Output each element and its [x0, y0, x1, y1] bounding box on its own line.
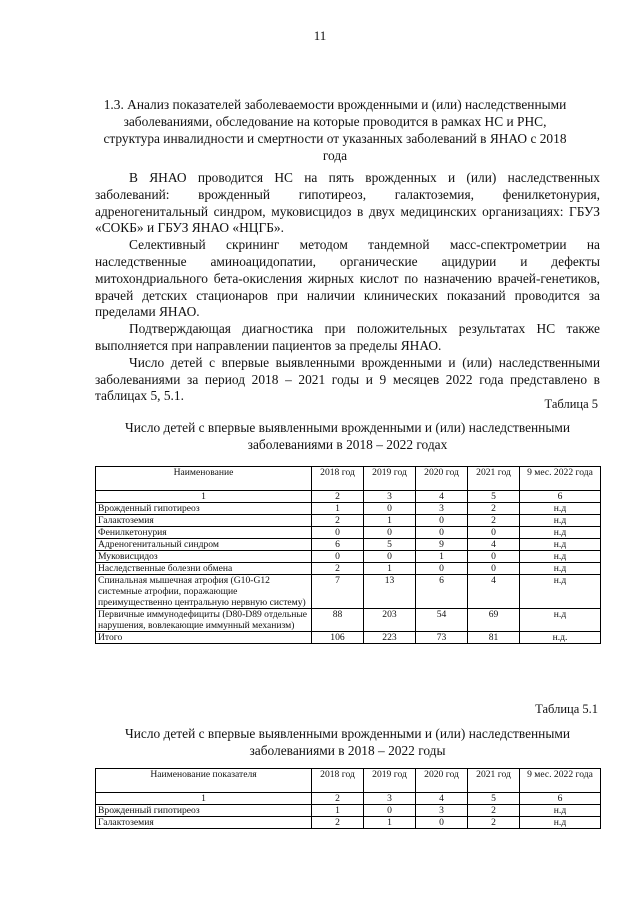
table-cell-value: 3 [416, 805, 468, 817]
table-cell-value: 3 [364, 793, 416, 805]
table51-header: 2018 год [312, 769, 364, 793]
table-cell-value: 13 [364, 575, 416, 609]
table-cell-value: 6 [416, 575, 468, 609]
table-cell-name: Первичные иммунодефициты (D80-D89 отдельные нарушения, вовлекающие иммунный механизм) [96, 609, 312, 632]
table-cell-value: 2 [468, 817, 520, 829]
table5-header-row [96, 467, 601, 491]
table-cell-name: Врожденный гипотиреоз [96, 503, 312, 515]
body-text [95, 170, 600, 405]
table51-label: Таблица 5.1 [535, 702, 598, 716]
table-cell-value: 69 [468, 609, 520, 632]
table-row [96, 575, 601, 609]
table-cell-value: 3 [364, 491, 416, 503]
table5-header: Наименование [96, 467, 312, 491]
table-cell-value: 88 [312, 609, 364, 632]
table-cell-name: Муковисцидоз [96, 551, 312, 563]
table5-header: 2020 год [416, 467, 468, 491]
table51-header: Наименование показателя [96, 769, 312, 793]
table-cell-value: 0 [468, 527, 520, 539]
table-row [96, 515, 601, 527]
table-cell-value: 2 [312, 491, 364, 503]
table-cell-name: Врожденный гипотиреоз [96, 805, 312, 817]
table-cell-value: 5 [468, 793, 520, 805]
table5-header: 9 мес. 2022 года [520, 467, 601, 491]
table-cell-name: 1 [96, 491, 312, 503]
paragraph-4: Число детей с впервые выявленными врожденными и (или) наследственными заболеваниями за период 2018 – 2021 годы и 9 месяцев 2022 года представлено в таблицах 5, 5.1. [95, 354, 600, 404]
table-cell-value: 4 [416, 793, 468, 805]
table-cell-name: Итого [96, 632, 312, 644]
table-cell-value: 1 [364, 817, 416, 829]
table-cell-value: 1 [312, 805, 364, 817]
paragraph-1: В ЯНАО проводится НС на пять врожденных и (или) наследственных заболеваний: врожденный гипотиреоз, галактоземия, фенилкетонурия, адреногенитальный синдром, муковисцидоз в двух медицинских организациях: ГБУЗ «СОКБ» и ГБУЗ ЯНАО «НЦГБ». [95, 170, 600, 236]
table-cell-name: Галактоземия [96, 515, 312, 527]
table-row [96, 817, 601, 829]
table-cell-value: 2 [312, 563, 364, 575]
table-cell-value: 1 [312, 503, 364, 515]
table-row [96, 632, 601, 644]
table51-header-row [96, 769, 601, 793]
table-cell-value: 6 [520, 793, 601, 805]
table-cell-value: 0 [468, 563, 520, 575]
table-cell-value: н.д [520, 515, 601, 527]
table-cell-value: 81 [468, 632, 520, 644]
table5-label: Таблица 5 [544, 397, 598, 411]
table-cell-value: 1 [416, 551, 468, 563]
table51-header: 2020 год [416, 769, 468, 793]
table-cell-value: н.д [520, 575, 601, 609]
table-cell-value: 0 [364, 805, 416, 817]
table-cell-value: 1 [364, 563, 416, 575]
table5 [95, 466, 601, 644]
table-row [96, 551, 601, 563]
table-cell-value: 2 [312, 793, 364, 805]
table5-caption: Число детей с впервые выявленными врожденными и (или) наследственными заболеваниями в 2018 – 2022 годах [125, 420, 570, 452]
table-cell-value: 0 [312, 551, 364, 563]
table-cell-value: 0 [416, 515, 468, 527]
table-cell-value: 4 [416, 491, 468, 503]
table-cell-value: н.д [520, 539, 601, 551]
table-row [96, 539, 601, 551]
table-cell-value: 5 [364, 539, 416, 551]
table-cell-value: 0 [416, 817, 468, 829]
table-cell-value: н.д [520, 527, 601, 539]
table-cell-value: 0 [416, 563, 468, 575]
table-cell-value: 3 [416, 503, 468, 515]
table-cell-value: 2 [312, 515, 364, 527]
table-cell-value: 0 [364, 551, 416, 563]
table-cell-value: н.д [520, 563, 601, 575]
table5-header: 2021 год [468, 467, 520, 491]
table51-caption: Число детей с впервые выявленными врожденными и (или) наследственными заболеваниями в 2018 – 2022 годы [125, 726, 570, 758]
table-cell-value: 1 [364, 515, 416, 527]
table-cell-value: 5 [468, 491, 520, 503]
table51 [95, 768, 601, 829]
table-cell-value: 2 [468, 515, 520, 527]
table-cell-name: Наследственные болезни обмена [96, 563, 312, 575]
table-cell-value: н.д [520, 551, 601, 563]
table-cell-value: 7 [312, 575, 364, 609]
table5-index-row [96, 491, 601, 503]
table-cell-value: 6 [312, 539, 364, 551]
table-cell-name: Спинальная мышечная атрофия (G10-G12 системные атрофии, поражающие преимущественно центральную нервную систему) [96, 575, 312, 609]
section-heading: 1.3. Анализ показателей заболеваемости врожденными и (или) наследственными заболеваниями, обследование на которые проводится в рамках НС и РНС, структура инвалидности и смертности от указанных заболеваний в ЯНАО с 2018 года [103, 97, 567, 163]
table-cell-value: 223 [364, 632, 416, 644]
table-row [96, 805, 601, 817]
table-cell-name: 1 [96, 793, 312, 805]
table-cell-value: 106 [312, 632, 364, 644]
paragraph-2: Селективный скрининг методом тандемной масс-спектрометрии на наследственные аминоацидопатии, органические ацидурии и дефекты митохондриального бета-окисления жирных кислот по назначению врачей-генетиков, врачей детских стационаров при наличии клинических показаний проводится за пределами ЯНАО. [95, 237, 600, 320]
table51-header: 2019 год [364, 769, 416, 793]
table-cell-value: н.д [520, 805, 601, 817]
table-cell-value: 9 [416, 539, 468, 551]
table51-header: 2021 год [468, 769, 520, 793]
paragraph-3: Подтверждающая диагностика при положительных результатах НС также выполняется при направлении пациентов за пределы ЯНАО. [95, 321, 600, 353]
table-cell-value: н.д. [520, 632, 601, 644]
table-cell-value: 0 [416, 527, 468, 539]
table-row [96, 563, 601, 575]
table-cell-value: 4 [468, 575, 520, 609]
table-cell-value: 73 [416, 632, 468, 644]
table51-header: 9 мес. 2022 года [520, 769, 601, 793]
table-cell-value: 0 [364, 527, 416, 539]
table-cell-name: Адреногенитальный синдром [96, 539, 312, 551]
table-cell-value: 0 [312, 527, 364, 539]
table-cell-value: 54 [416, 609, 468, 632]
table-row [96, 527, 601, 539]
table5-header: 2019 год [364, 467, 416, 491]
table-cell-value: 4 [468, 539, 520, 551]
table-cell-value: 2 [468, 805, 520, 817]
table-cell-value: 2 [468, 503, 520, 515]
table-cell-value: 0 [468, 551, 520, 563]
table-cell-value: н.д [520, 609, 601, 632]
table-cell-value: н.д [520, 817, 601, 829]
table-row [96, 609, 601, 632]
table-cell-value: н.д [520, 503, 601, 515]
table51-index-row [96, 793, 601, 805]
page-number: 11 [313, 28, 327, 43]
table-cell-value: 203 [364, 609, 416, 632]
table-cell-name: Галактоземия [96, 817, 312, 829]
table-cell-value: 0 [364, 503, 416, 515]
table-cell-value: 2 [312, 817, 364, 829]
table-cell-name: Фенилкетонурия [96, 527, 312, 539]
table5-header: 2018 год [312, 467, 364, 491]
table-cell-value: 6 [520, 491, 601, 503]
table-row [96, 503, 601, 515]
